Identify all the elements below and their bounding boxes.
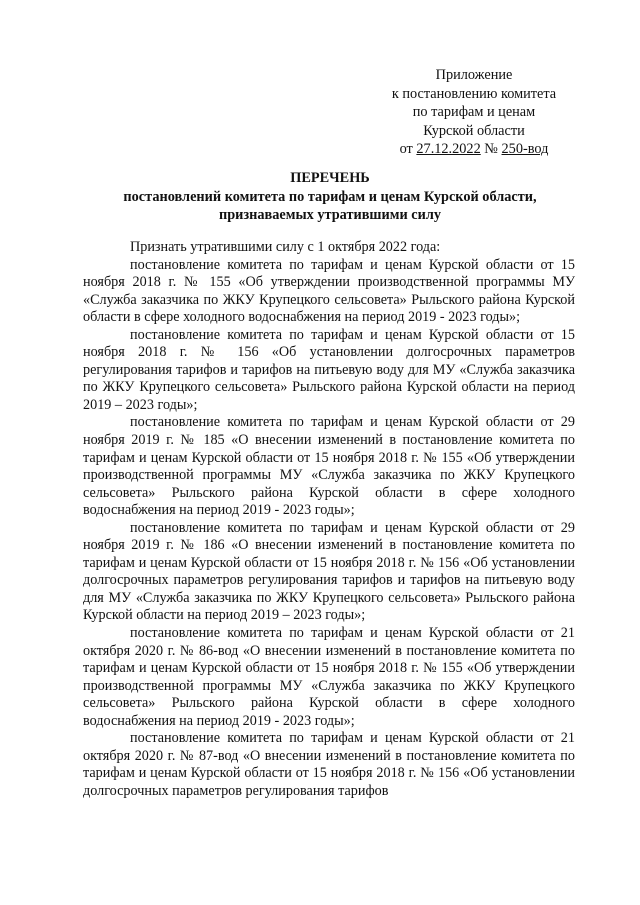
title-sub-2: признаваемых утратившими силу [218,207,442,223]
resolution-number: 250-вод [501,141,549,158]
list-item: постановление комитета по тарифам и ценам Курской области от 15 ноября 2018 г. № 156 «Об установлении долгосрочных параметров регулирования тарифов и тарифов на питьевую воду для МУ «Служба заказчика по ЖКУ Крупецкого сельсовета» Рыльского района Курской области на период 2019 – 2023 годы»; [83,326,575,413]
appendix-header [370,66,578,159]
appendix-line-2: к постановлению комитета [391,85,557,102]
appendix-line-3: по тарифам и ценам [412,104,536,121]
list-item: постановление комитета по тарифам и ценам Курской области от 21 октября 2020 г. № 87-вод «О внесении изменений в постановление комитета по тарифам и ценам Курской области от 15 ноября 2018 г. № 156 «Об установлении долгосрочных параметров регулирования тарифов [83,730,575,799]
document-title [80,169,580,225]
appendix-date-line [370,140,578,159]
number-prefix: № [480,141,502,158]
list-item: постановление комитета по тарифам и ценам Курской области от 15 ноября 2018 г. № 155 «Об утверждении производственной программы МУ «Служба заказчика по ЖКУ Крупецкого сельсовета» Рыльского района Курской области в сфере холодного водоснабжения на период 2019 - 2023 годы»; [83,256,575,326]
list-item: постановление комитета по тарифам и ценам Курской области от 29 ноября 2019 г. № 185 «О внесении изменений в постановление комитета по тарифам и ценам Курской области от 15 ноября 2018 г. № 155 «Об утверждении производственной программы МУ «Служба заказчика по ЖКУ Крупецкого сельсовета» Рыльского района Курской области в сфере холодного водоснабжения на период 2019 - 2023 годы»; [83,414,575,519]
resolution-date: 27.12.2022 [416,141,481,158]
title-sub-1: постановлений комитета по тарифам и ценам Курской области, [123,188,537,205]
appendix-line-1: Приложение [435,67,513,83]
appendix-line-4: Курской области [423,122,525,139]
list-item: постановление комитета по тарифам и ценам Курской области от 29 ноября 2019 г. № 186 «О внесении изменений в постановление комитета по тарифам и ценам Курской области от 15 ноября 2018 г. № 156 «Об установлении долгосрочных параметров регулирования тарифов и тарифов на питьевую воду для МУ «Служба заказчика по ЖКУ Крупецкого сельсовета» Рыльского района Курской области на период 2019 – 2023 годы»; [83,519,575,624]
document-body [83,239,575,801]
intro-paragraph: Признать утратившими силу с 1 октября 2022 года: [130,239,441,255]
date-prefix: от [399,141,417,158]
list-item: постановление комитета по тарифам и ценам Курской области от 21 октября 2020 г. № 86-вод «О внесении изменений в постановление комитета по тарифам и ценам Курской области от 15 ноября 2018 г. № 155 «Об утверждении производственной программы МУ «Служба заказчика по ЖКУ Крупецкого сельсовета» Рыльского района Курской области в сфере холодного водоснабжения на период 2019 - 2023 годы»; [83,625,575,729]
title-main: ПЕРЕЧЕНЬ [290,170,370,186]
